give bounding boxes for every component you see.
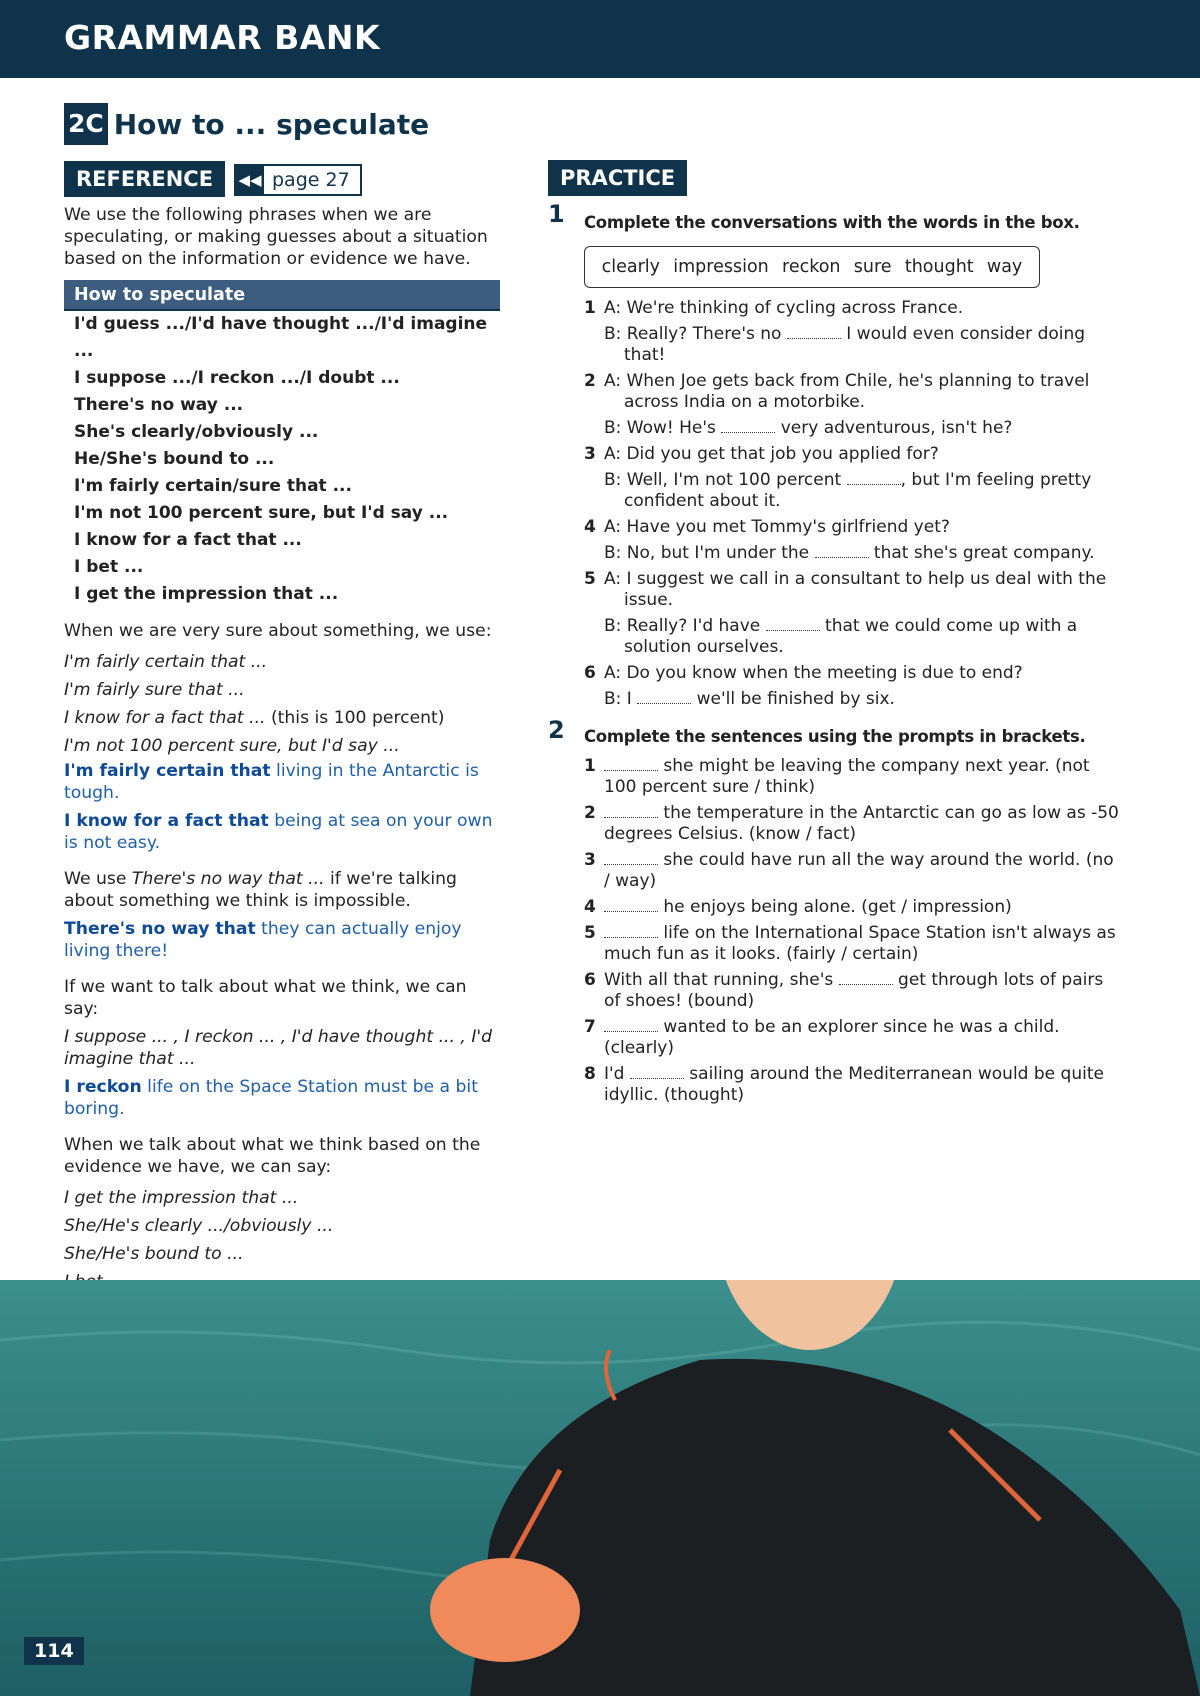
line-a: A: We're thinking of cycling across France. <box>604 298 964 318</box>
item-number: 5 <box>584 569 596 589</box>
line-b-end: that we could come up with a solution ourselves. <box>624 616 1078 657</box>
sentence-text <box>604 756 1124 798</box>
example-sentence-key: I know for a fact that <box>64 811 269 831</box>
evidence-intro: When we talk about what we think based on the evidence we have, we can say: <box>64 1135 481 1177</box>
item-number: 4 <box>584 897 596 917</box>
example-phrase <box>64 704 500 732</box>
line-a: A: When Joe gets back from Chile, he's planning to travel across India on a motorbike. <box>604 371 1090 412</box>
sentence-item <box>584 850 1124 892</box>
answer-blank[interactable] <box>604 804 658 818</box>
example-sentence <box>64 1076 500 1120</box>
noway-pre: We use <box>64 869 132 889</box>
answer-blank[interactable] <box>815 544 869 558</box>
sentence-item <box>584 756 1124 798</box>
example-sentence-key: There's no way that <box>64 919 256 939</box>
line-b-start: B: Wow! He's <box>604 418 722 438</box>
sentence-end: she might be leaving the company next year. (not 100 percent sure / think) <box>604 756 1090 797</box>
example-phrase: I'm fairly sure that ... <box>64 680 245 700</box>
example-sentence <box>64 810 500 854</box>
noway-post: if we're talking about something we think is impossible. <box>64 869 457 911</box>
sentence-end: she could have run all the way around the world. (no / way) <box>604 850 1114 891</box>
word-box-item: impression <box>673 256 769 277</box>
line-a: A: I suggest we call in a consultant to help us deal with the issue. <box>604 569 1107 610</box>
answer-blank[interactable] <box>604 924 658 938</box>
item-number: 2 <box>584 371 596 391</box>
sentence-item <box>584 970 1124 1012</box>
conversation-item <box>584 663 1124 710</box>
item-number: 6 <box>584 970 596 990</box>
page-number: 114 <box>24 1637 84 1665</box>
word-box-item: way <box>986 256 1023 277</box>
phrase-item: She's clearly/obviously ... <box>74 422 319 442</box>
sentence-item <box>584 803 1124 845</box>
header-bar <box>0 0 1200 78</box>
item-number: 3 <box>584 444 596 464</box>
header-title: GRAMMAR BANK <box>64 18 381 57</box>
line-a: A: Do you know when the meeting is due to end? <box>604 663 1023 683</box>
line-b-start: B: Really? I'd have <box>604 616 766 636</box>
line-b <box>604 324 1124 366</box>
line-b <box>604 470 1124 512</box>
line-b-end: that she's great company. <box>868 543 1095 563</box>
sentence-end: sailing around the Mediterranean would be quite idyllic. (thought) <box>604 1064 1104 1105</box>
task-instruction: Complete the sentences using the prompts in brackets. <box>584 727 1086 746</box>
example-sentence-text: they can actually enjoy living there! <box>64 919 462 961</box>
line-a: A: Did you get that job you applied for? <box>604 444 939 464</box>
example-sentence-text: life on the Space Station must be a bit boring. <box>64 1077 478 1119</box>
sentence-text <box>604 897 1124 918</box>
example-sentence-text: being at sea on your own is not easy. <box>64 811 493 853</box>
sentence-list <box>584 756 1124 1111</box>
phrase-item: I know for a fact that ... <box>74 530 302 550</box>
line-b <box>604 689 1124 710</box>
conversation-item <box>584 298 1124 366</box>
example-sentence-text: living in the Antarctic is tough. <box>64 761 479 803</box>
item-number: 2 <box>584 803 596 823</box>
sentence-item <box>584 1064 1124 1106</box>
section-heading <box>64 103 429 145</box>
line-b-end: I would even consider doing that! <box>624 324 1086 365</box>
answer-blank[interactable] <box>766 617 820 631</box>
sentence-end: get through lots of pairs of shoes! (bound) <box>604 970 1104 1011</box>
phrase-item: I'd guess .../I'd have thought .../I'd imagine ... <box>74 314 488 361</box>
page-reference-link[interactable] <box>234 164 362 196</box>
item-number: 1 <box>584 756 596 776</box>
line-a: A: Have you met Tommy's girlfriend yet? <box>604 517 950 537</box>
reference-label: REFERENCE <box>64 161 225 197</box>
section-title: How to ... speculate <box>113 107 430 141</box>
item-number: 7 <box>584 1017 596 1037</box>
phrase-item: He/She's bound to ... <box>74 449 275 469</box>
conversation-item <box>584 444 1124 512</box>
line-b <box>604 543 1124 564</box>
noway-explanation <box>64 868 500 912</box>
line-b <box>604 616 1124 658</box>
answer-blank[interactable] <box>630 1065 684 1079</box>
word-box-item: clearly <box>601 256 661 277</box>
example-note: (this is 100 percent) <box>265 708 445 728</box>
sentence-text <box>604 923 1124 965</box>
swimmer-photo <box>0 1280 1200 1696</box>
answer-blank[interactable] <box>637 690 691 704</box>
sentence-text <box>604 970 1124 1012</box>
sentence-item <box>584 923 1124 965</box>
answer-blank[interactable] <box>787 325 841 339</box>
phrase-list <box>64 311 500 608</box>
sentence-text <box>604 850 1124 892</box>
task-number: 1 <box>548 200 565 228</box>
line-b-start: B: I <box>604 689 638 709</box>
word-box <box>584 246 1040 288</box>
phrase-item: I'm fairly certain/sure that ... <box>74 476 352 496</box>
section-code: 2C <box>64 103 108 145</box>
sentence-start: I'd <box>604 1064 630 1084</box>
phrase-table-title: How to speculate <box>64 280 500 311</box>
answer-blank[interactable] <box>604 1018 658 1032</box>
item-number: 1 <box>584 298 596 318</box>
phrase-item: I'm not 100 percent sure, but I'd say ... <box>74 503 449 523</box>
conversation-item <box>584 517 1124 564</box>
word-box-item: sure <box>853 256 892 277</box>
sentence-text <box>604 803 1124 845</box>
answer-blank[interactable] <box>847 471 901 485</box>
line-b-end: very adventurous, isn't he? <box>775 418 1013 438</box>
conversation-item <box>584 569 1124 658</box>
example-sentence <box>64 918 500 962</box>
sentence-end: life on the International Space Station isn't always as much fun as it looks. (fairly / certain) <box>604 923 1116 964</box>
answer-blank[interactable] <box>721 419 775 433</box>
example-sentence-key: I'm fairly certain that <box>64 761 271 781</box>
noway-phrase: There's no way that ... <box>131 869 325 889</box>
phrase-item: I bet ... <box>74 557 144 577</box>
phrase-item: I suppose .../I reckon .../I doubt ... <box>74 368 400 388</box>
line-b-end: , but I'm feeling pretty confident about it. <box>624 470 1092 511</box>
conversation-item <box>584 371 1124 439</box>
example-phrase: I'm not 100 percent sure, but I'd say ... <box>64 736 400 756</box>
sentence-text <box>604 1064 1124 1106</box>
example-sentence-key: I reckon <box>64 1077 142 1097</box>
example-phrase: She/He's clearly .../obviously ... <box>64 1216 334 1236</box>
conversation-list <box>584 298 1124 715</box>
example-phrase: I'm fairly certain that ... <box>64 652 268 672</box>
reference-column <box>64 204 500 1324</box>
word-box-item: reckon <box>782 256 841 277</box>
page-reference-text: page 27 <box>272 169 350 191</box>
item-number: 8 <box>584 1064 596 1084</box>
sentence-end: the temperature in the Antarctic can go as low as -50 degrees Celsius. (know / fact) <box>604 803 1119 844</box>
example-phrase: I get the impression that ... <box>64 1188 299 1208</box>
sentence-item <box>584 1017 1124 1059</box>
think-intro: If we want to talk about what we think, we can say: <box>64 977 467 1019</box>
sentence-end: wanted to be an explorer since he was a child. (clearly) <box>604 1017 1060 1058</box>
item-number: 3 <box>584 850 596 870</box>
task-number: 2 <box>548 716 565 744</box>
reference-intro: We use the following phrases when we are speculating, or making guesses about a situation based on the information or evidence we have. <box>64 205 488 269</box>
task-instruction: Complete the conversations with the words in the box. <box>584 213 1080 232</box>
answer-blank[interactable] <box>604 898 658 912</box>
phrase-item: There's no way ... <box>74 395 244 415</box>
sentence-start: With all that running, she's <box>604 970 839 990</box>
answer-blank[interactable] <box>604 851 658 865</box>
sentence-item <box>584 897 1124 918</box>
example-phrase: I suppose ... , I reckon ... , I'd have thought ... , I'd imagine that ... <box>64 1027 493 1069</box>
practice-label: PRACTICE <box>548 160 687 196</box>
answer-blank[interactable] <box>604 757 658 771</box>
sentence-end: he enjoys being alone. (get / impression) <box>658 897 1012 917</box>
line-b <box>604 418 1124 439</box>
item-number: 5 <box>584 923 596 943</box>
line-b-start: B: Well, I'm not 100 percent <box>604 470 847 490</box>
example-phrase-text: I know for a fact that ... <box>64 708 266 728</box>
sure-intro: When we are very sure about something, we use: <box>64 621 492 641</box>
item-number: 4 <box>584 517 596 537</box>
example-phrase: She/He's bound to ... <box>64 1244 244 1264</box>
answer-blank[interactable] <box>839 971 893 985</box>
sentence-text <box>604 1017 1124 1059</box>
line-b-start: B: No, but I'm under the <box>604 543 815 563</box>
phrase-item: I get the impression that ... <box>74 584 339 604</box>
item-number: 6 <box>584 663 596 683</box>
line-b-end: we'll be finished by six. <box>691 689 895 709</box>
word-box-item: thought <box>904 256 974 277</box>
rewind-icon: ◀◀ <box>236 166 264 194</box>
line-b-start: B: Really? There's no <box>604 324 787 344</box>
example-sentence <box>64 760 500 804</box>
